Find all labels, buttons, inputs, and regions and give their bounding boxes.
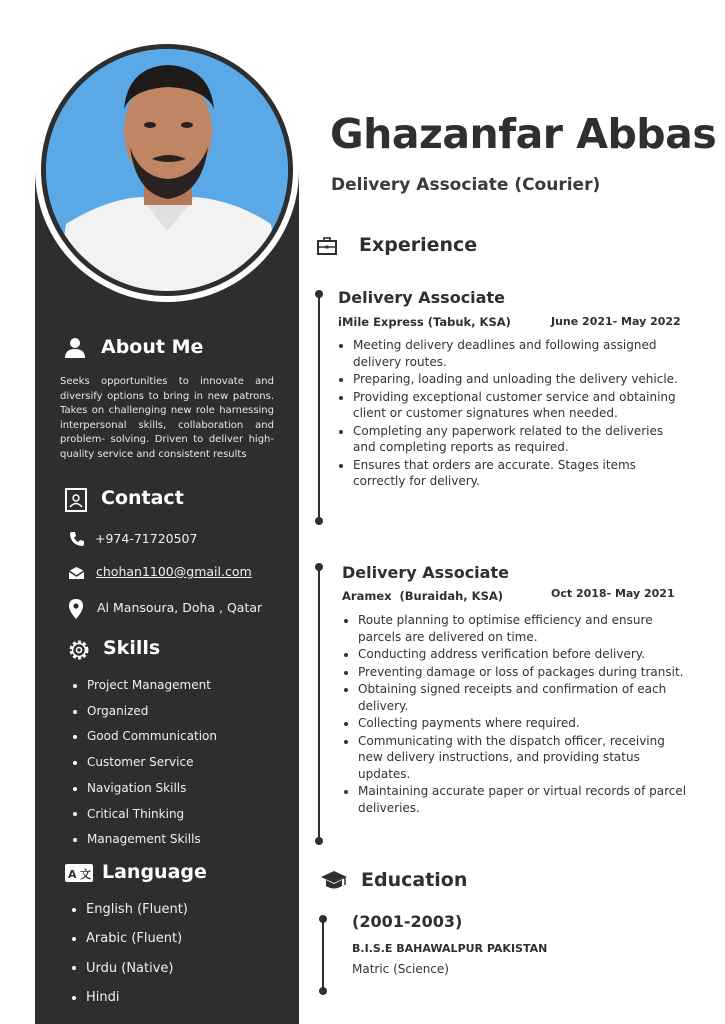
list-item: Meeting delivery deadlines and following assigned delivery routes. [336,337,688,370]
list-item: Conducting address verification before delivery. [341,646,691,663]
phone-number[interactable]: +974-71720507 [95,531,198,546]
contact-title: Contact [101,487,184,509]
mail-icon [68,566,85,580]
job-company: iMile Express (Tabuk, KSA) [338,315,511,329]
education-years: (2001-2003) [352,912,463,931]
about-text: Seeks opportunities to innovate and diversify options to bring in new patrons. Takes on challenging new role harnessing interpersonal skills, collaboration and problem- solving. Driven to deliver high-quality service and consistent results [60,376,274,460]
profile-photo [46,49,288,291]
timeline-dot [315,563,323,571]
timeline-dot [315,290,323,298]
list-item: Good Communication [71,724,217,750]
user-icon [64,337,86,359]
briefcase-icon [317,237,337,255]
job-duties [341,612,691,817]
job-company: Aramex (Buraidah, KSA) [342,589,504,603]
list-item: Route planning to optimise efficiency and ensure parcels are delivered on time. [341,612,691,645]
timeline-dot [315,837,323,845]
svg-text:文: 文 [80,868,91,881]
skills-list [71,673,217,853]
job-duties [336,337,688,491]
language-list [70,895,188,1012]
email-link[interactable]: chohan1100@gmail.com [96,564,252,579]
education-title: Education [361,869,468,891]
address-text: Al Mansoura, Doha , Qatar [97,600,263,615]
education-school: B.I.S.E BAHAWALPUR PAKISTAN [352,942,548,955]
list-item: Ensures that orders are accurate. Stages items correctly for delivery. [336,457,688,490]
timeline-dot [319,987,327,995]
skills-title: Skills [103,637,161,659]
gear-icon [67,638,91,662]
list-item: Collecting payments where required. [341,715,691,732]
list-item: Management Skills [71,827,217,853]
list-item: Customer Service [71,750,217,776]
list-item: Organized [71,699,217,725]
timeline-line [318,294,320,520]
job-dates: June 2021- May 2022 [551,315,681,328]
experience-title: Experience [359,234,478,256]
list-item: Arabic (Fluent) [70,924,188,953]
list-item: Maintaining accurate paper or virtual records of parcel deliveries. [341,783,691,816]
graduation-cap-icon [320,870,348,892]
profile-photo-frame [41,44,293,296]
list-item: Preparing, loading and unloading the delivery vehicle. [336,371,688,388]
list-item: Preventing damage or loss of packages during transit. [341,664,691,681]
timeline-dot [315,517,323,525]
job-title: Delivery Associate [342,563,509,582]
svg-text:A: A [68,868,77,881]
list-item: Critical Thinking [71,802,217,828]
list-item: Completing any paperwork related to the deliveries and completing reports as required. [336,423,688,456]
candidate-role: Delivery Associate (Courier) [331,175,601,195]
list-item: Obtaining signed receipts and confirmation of each delivery. [341,681,691,714]
list-item: Providing exceptional customer service and obtaining client or customer signatures when needed. [336,389,688,422]
list-item: English (Fluent) [70,895,188,924]
candidate-name: Ghazanfar Abbas [330,110,717,158]
translate-icon [65,864,93,882]
list-item: Navigation Skills [71,776,217,802]
job-dates: Oct 2018- May 2021 [551,587,675,600]
education-degree: Matric (Science) [352,962,449,976]
language-title: Language [102,861,207,883]
location-pin-icon [69,599,83,619]
list-item: Urdu (Native) [70,954,188,983]
timeline-line [322,919,324,991]
timeline-line [318,568,320,840]
list-item: Communicating with the dispatch officer, receiving new delivery instructions, and providing status updates. [341,733,691,783]
timeline-dot [319,915,327,923]
list-item: Hindi [70,983,188,1012]
job-title: Delivery Associate [338,288,505,307]
list-item: Project Management [71,673,217,699]
phone-icon [69,531,85,547]
contact-card-icon [65,488,87,512]
about-title: About Me [101,336,204,358]
